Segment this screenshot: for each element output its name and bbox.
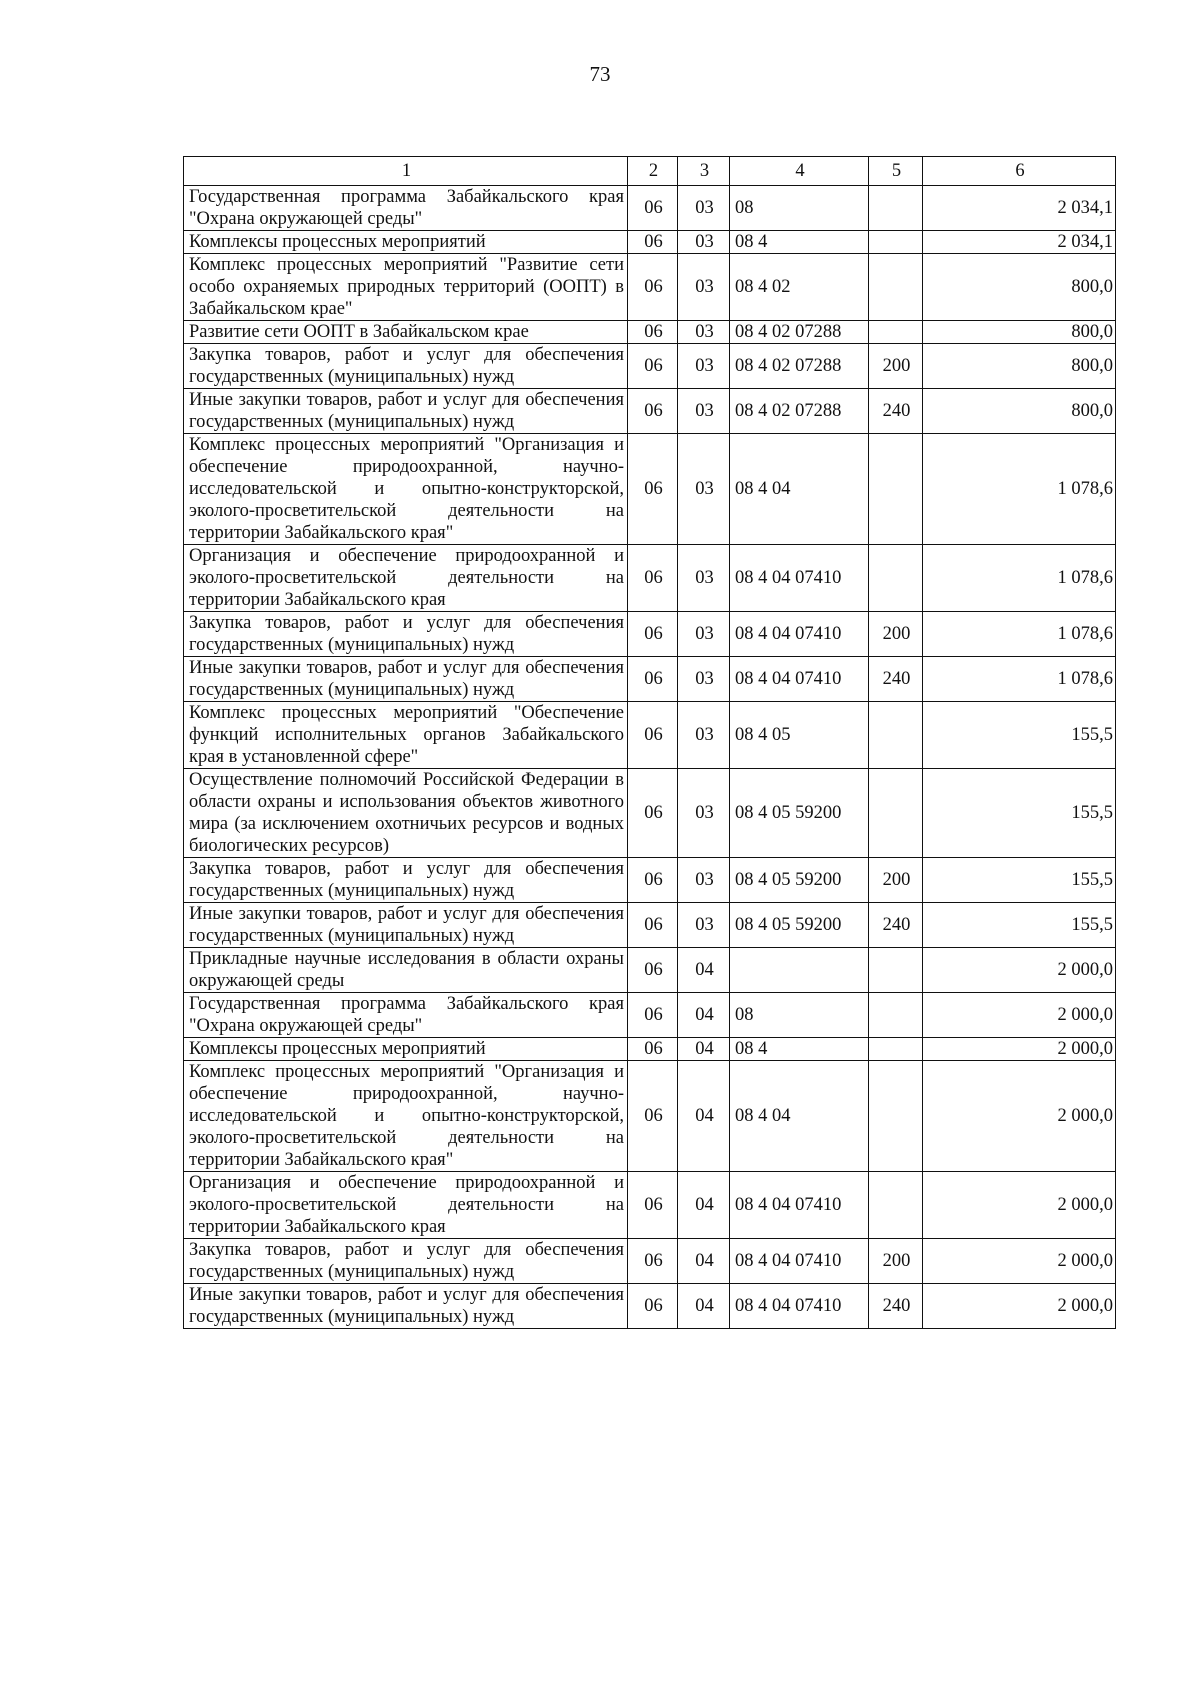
cell-target-item: 08 4 04 07410 <box>730 657 869 702</box>
cell-target-item: 08 4 04 07410 <box>730 612 869 657</box>
cell-name: Комплекс процессных мероприятий "Организация и обеспечение природоохранной, научно-исследовательской и опытно-конструкторской, эколого-просветительской деятельности на территории Забайкальского края" <box>184 434 628 545</box>
cell-target-item: 08 <box>730 993 869 1038</box>
cell-name: Комплексы процессных мероприятий <box>184 231 628 254</box>
table-row <box>184 344 1116 389</box>
cell-amount: 800,0 <box>923 344 1116 389</box>
table-row <box>184 186 1116 231</box>
cell-section: 06 <box>628 1038 678 1061</box>
cell-target-item: 08 4 05 <box>730 702 869 769</box>
table-row <box>184 1172 1116 1239</box>
cell-section: 06 <box>628 612 678 657</box>
table-row <box>184 389 1116 434</box>
cell-subsection: 03 <box>678 344 730 389</box>
cell-subsection: 04 <box>678 1061 730 1172</box>
table-row <box>184 657 1116 702</box>
cell-amount: 2 000,0 <box>923 1061 1116 1172</box>
header-cell-target-item: 4 <box>730 157 869 186</box>
cell-expense-type: 240 <box>869 1284 923 1329</box>
cell-amount: 1 078,6 <box>923 434 1116 545</box>
cell-section: 06 <box>628 1284 678 1329</box>
cell-subsection: 04 <box>678 948 730 993</box>
cell-amount: 155,5 <box>923 903 1116 948</box>
cell-subsection: 04 <box>678 1239 730 1284</box>
cell-expense-type <box>869 1061 923 1172</box>
cell-expense-type <box>869 948 923 993</box>
cell-amount: 1 078,6 <box>923 612 1116 657</box>
cell-expense-type <box>869 186 923 231</box>
cell-name: Закупка товаров, работ и услуг для обеспечения государственных (муниципальных) нужд <box>184 612 628 657</box>
cell-expense-type: 240 <box>869 903 923 948</box>
cell-expense-type: 240 <box>869 657 923 702</box>
cell-amount: 155,5 <box>923 858 1116 903</box>
cell-name: Организация и обеспечение природоохранной и эколого-просветительской деятельности на территории Забайкальского края <box>184 545 628 612</box>
cell-name: Комплекс процессных мероприятий "Организация и обеспечение природоохранной, научно-исследовательской и опытно-конструкторской, эколого-просветительской деятельности на территории Забайкальского края" <box>184 1061 628 1172</box>
cell-amount: 1 078,6 <box>923 545 1116 612</box>
table-row <box>184 612 1116 657</box>
cell-target-item: 08 4 04 07410 <box>730 1284 869 1329</box>
cell-name: Осуществление полномочий Российской Федерации в области охраны и использования объектов животного мира (за исключением охотничьих ресурсов и водных биологических ресурсов) <box>184 769 628 858</box>
cell-subsection: 03 <box>678 903 730 948</box>
cell-amount: 155,5 <box>923 702 1116 769</box>
cell-target-item: 08 4 04 07410 <box>730 1172 869 1239</box>
cell-name: Иные закупки товаров, работ и услуг для обеспечения государственных (муниципальных) нужд <box>184 657 628 702</box>
cell-expense-type <box>869 1038 923 1061</box>
cell-amount: 800,0 <box>923 254 1116 321</box>
cell-subsection: 03 <box>678 186 730 231</box>
cell-target-item: 08 4 02 07288 <box>730 321 869 344</box>
table-row <box>184 321 1116 344</box>
cell-subsection: 04 <box>678 1284 730 1329</box>
cell-expense-type <box>869 231 923 254</box>
table-row <box>184 254 1116 321</box>
cell-name: Закупка товаров, работ и услуг для обеспечения государственных (муниципальных) нужд <box>184 1239 628 1284</box>
cell-target-item: 08 4 <box>730 1038 869 1061</box>
cell-amount: 2 000,0 <box>923 1284 1116 1329</box>
header-cell-amount: 6 <box>923 157 1116 186</box>
cell-section: 06 <box>628 702 678 769</box>
cell-expense-type: 240 <box>869 389 923 434</box>
cell-name: Иные закупки товаров, работ и услуг для обеспечения государственных (муниципальных) нужд <box>184 1284 628 1329</box>
table-row <box>184 702 1116 769</box>
cell-subsection: 03 <box>678 389 730 434</box>
cell-target-item: 08 4 02 07288 <box>730 389 869 434</box>
cell-expense-type <box>869 993 923 1038</box>
cell-subsection: 03 <box>678 321 730 344</box>
cell-subsection: 04 <box>678 1172 730 1239</box>
cell-section: 06 <box>628 948 678 993</box>
cell-target-item: 08 4 <box>730 231 869 254</box>
cell-name: Комплексы процессных мероприятий <box>184 1038 628 1061</box>
cell-name: Закупка товаров, работ и услуг для обеспечения государственных (муниципальных) нужд <box>184 344 628 389</box>
cell-target-item: 08 4 02 07288 <box>730 344 869 389</box>
cell-amount: 2 000,0 <box>923 1172 1116 1239</box>
cell-section: 06 <box>628 389 678 434</box>
table-row <box>184 231 1116 254</box>
cell-amount: 155,5 <box>923 769 1116 858</box>
cell-amount: 1 078,6 <box>923 657 1116 702</box>
cell-expense-type <box>869 1172 923 1239</box>
cell-expense-type: 200 <box>869 1239 923 1284</box>
page-number: 73 <box>589 62 611 86</box>
table-row <box>184 1038 1116 1061</box>
cell-expense-type: 200 <box>869 612 923 657</box>
cell-name: Комплекс процессных мероприятий "Развитие сети особо охраняемых природных территорий (ООПТ) в Забайкальском крае" <box>184 254 628 321</box>
table-row <box>184 769 1116 858</box>
cell-subsection: 03 <box>678 545 730 612</box>
cell-name: Иные закупки товаров, работ и услуг для обеспечения государственных (муниципальных) нужд <box>184 903 628 948</box>
cell-expense-type <box>869 321 923 344</box>
cell-section: 06 <box>628 231 678 254</box>
cell-amount: 2 034,1 <box>923 231 1116 254</box>
cell-expense-type <box>869 254 923 321</box>
cell-section: 06 <box>628 1172 678 1239</box>
cell-expense-type <box>869 545 923 612</box>
cell-amount: 2 000,0 <box>923 948 1116 993</box>
budget-table <box>183 156 1116 1329</box>
cell-name: Комплекс процессных мероприятий "Обеспечение функций исполнительных органов Забайкальского края в установленной сфере" <box>184 702 628 769</box>
table-row <box>184 545 1116 612</box>
cell-target-item: 08 4 05 59200 <box>730 903 869 948</box>
cell-amount: 2 000,0 <box>923 1038 1116 1061</box>
cell-target-item: 08 4 04 07410 <box>730 545 869 612</box>
cell-subsection: 04 <box>678 1038 730 1061</box>
cell-name: Развитие сети ООПТ в Забайкальском крае <box>184 321 628 344</box>
cell-subsection: 03 <box>678 254 730 321</box>
cell-name: Закупка товаров, работ и услуг для обеспечения государственных (муниципальных) нужд <box>184 858 628 903</box>
cell-name: Организация и обеспечение природоохранной и эколого-просветительской деятельности на территории Забайкальского края <box>184 1172 628 1239</box>
header-cell-subsection: 3 <box>678 157 730 186</box>
cell-amount: 2 000,0 <box>923 1239 1116 1284</box>
table-row <box>184 1284 1116 1329</box>
table-row <box>184 1061 1116 1172</box>
cell-section: 06 <box>628 434 678 545</box>
cell-section: 06 <box>628 858 678 903</box>
cell-subsection: 03 <box>678 434 730 545</box>
cell-name: Прикладные научные исследования в области охраны окружающей среды <box>184 948 628 993</box>
cell-subsection: 04 <box>678 993 730 1038</box>
cell-subsection: 03 <box>678 657 730 702</box>
cell-name: Государственная программа Забайкальского края "Охрана окружающей среды" <box>184 993 628 1038</box>
cell-name: Государственная программа Забайкальского края "Охрана окружающей среды" <box>184 186 628 231</box>
table-row <box>184 1239 1116 1284</box>
cell-target-item: 08 4 04 07410 <box>730 1239 869 1284</box>
header-cell-section: 2 <box>628 157 678 186</box>
cell-expense-type <box>869 434 923 545</box>
cell-amount: 800,0 <box>923 321 1116 344</box>
cell-expense-type: 200 <box>869 344 923 389</box>
cell-section: 06 <box>628 657 678 702</box>
cell-section: 06 <box>628 903 678 948</box>
table-header-row <box>184 157 1116 186</box>
cell-expense-type: 200 <box>869 858 923 903</box>
cell-subsection: 03 <box>678 612 730 657</box>
cell-section: 06 <box>628 344 678 389</box>
cell-target-item: 08 4 04 <box>730 1061 869 1172</box>
cell-target-item: 08 4 04 <box>730 434 869 545</box>
table-row <box>184 993 1116 1038</box>
cell-section: 06 <box>628 993 678 1038</box>
table-body <box>184 157 1116 1329</box>
cell-target-item <box>730 948 869 993</box>
cell-section: 06 <box>628 1239 678 1284</box>
header-cell-name: 1 <box>184 157 628 186</box>
cell-target-item: 08 4 05 59200 <box>730 769 869 858</box>
cell-expense-type <box>869 769 923 858</box>
cell-section: 06 <box>628 321 678 344</box>
header-cell-expense-type: 5 <box>869 157 923 186</box>
cell-subsection: 03 <box>678 858 730 903</box>
cell-target-item: 08 <box>730 186 869 231</box>
cell-name: Иные закупки товаров, работ и услуг для обеспечения государственных (муниципальных) нужд <box>184 389 628 434</box>
cell-amount: 800,0 <box>923 389 1116 434</box>
table-row <box>184 903 1116 948</box>
table-row <box>184 858 1116 903</box>
cell-amount: 2 034,1 <box>923 186 1116 231</box>
table-row <box>184 948 1116 993</box>
cell-section: 06 <box>628 1061 678 1172</box>
cell-target-item: 08 4 02 <box>730 254 869 321</box>
cell-section: 06 <box>628 769 678 858</box>
table-row <box>184 434 1116 545</box>
cell-subsection: 03 <box>678 769 730 858</box>
cell-section: 06 <box>628 186 678 231</box>
cell-amount: 2 000,0 <box>923 993 1116 1038</box>
cell-subsection: 03 <box>678 702 730 769</box>
cell-section: 06 <box>628 545 678 612</box>
cell-expense-type <box>869 702 923 769</box>
cell-target-item: 08 4 05 59200 <box>730 858 869 903</box>
cell-section: 06 <box>628 254 678 321</box>
cell-subsection: 03 <box>678 231 730 254</box>
